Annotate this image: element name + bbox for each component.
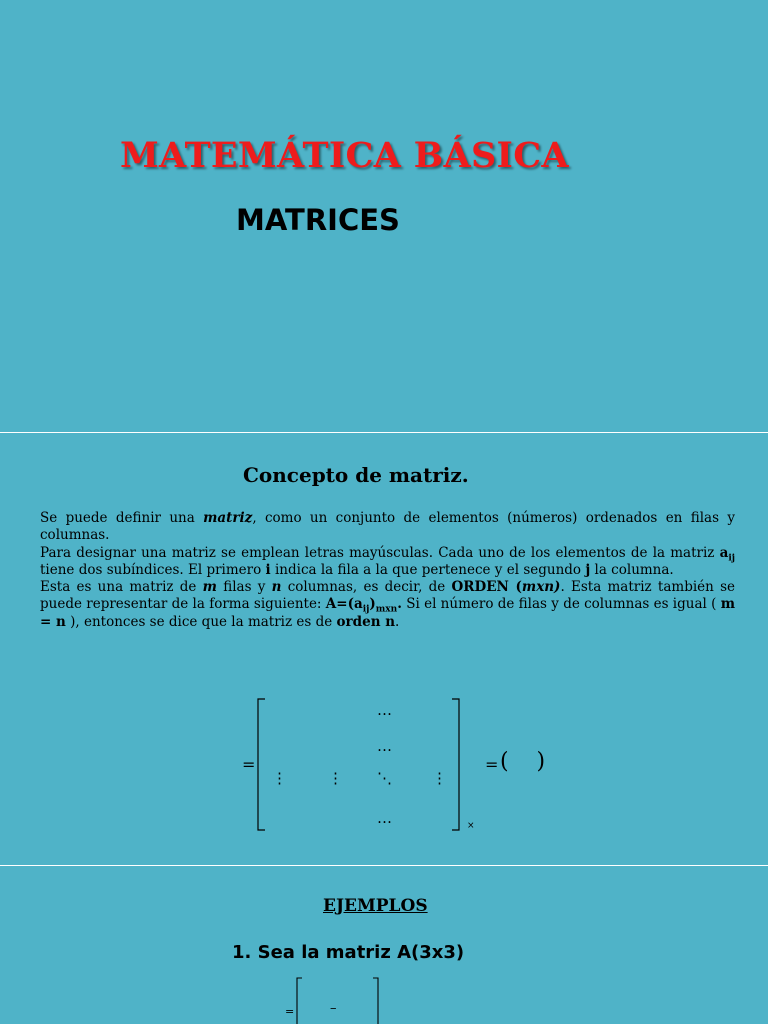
concept-heading: Concepto de matriz. <box>243 463 469 487</box>
paragraph-1: Se puede definir una matriz, como un conjunto de elementos (números) ordenados en filas y columnas. <box>40 510 735 544</box>
example-equals: = <box>285 1005 295 1018</box>
example-dash: – <box>330 1001 337 1016</box>
slide-title: MATEMÁTICA BÁSICA <box>120 135 569 176</box>
matrix-brackets <box>0 433 768 865</box>
examples-heading: EJEMPLOS <box>323 896 428 916</box>
example-1: 1. Sea la matriz A(3x3) <box>232 942 465 963</box>
title-slide <box>0 0 768 432</box>
example-right-bracket <box>373 978 378 1024</box>
hdots-row2: … <box>377 737 392 755</box>
paragraph-2: Para designar una matriz se emplean letras mayúsculas. Cada uno de los elementos de la matriz $a_{ij}$ tiene dos subíndices. El primero i indica la fila a la que pertenece y el segundo j la columna. <box>40 544 735 578</box>
example-left-bracket <box>297 978 302 1024</box>
equals-right: = <box>485 755 499 774</box>
ddots-diagonal: ⋱ <box>377 769 392 787</box>
concept-slide <box>0 433 768 865</box>
matrix-order-subscript: × <box>467 821 475 831</box>
hdots-row4: … <box>377 809 392 827</box>
vdots-col2: ⋮ <box>328 769 343 787</box>
examples-slide <box>0 866 768 1024</box>
paren-notation: ( ) <box>500 749 546 774</box>
vdots-col1: ⋮ <box>272 769 287 787</box>
hdots-row1: … <box>377 701 392 719</box>
left-bracket <box>258 699 265 830</box>
vdots-col4: ⋮ <box>432 769 447 787</box>
equals-left: = <box>242 755 256 774</box>
example-matrix-brackets <box>0 866 768 1024</box>
slide-subtitle: MATRICES <box>236 203 400 237</box>
right-bracket <box>452 699 459 830</box>
paragraph-3: Esta es una matriz de m filas y n columnas, es decir, de ORDEN (mxn). Esta matriz también se puede representar de la forma siguiente: $A=(a_{ij})_{mxn}$. Si el número de filas y de columnas es igual ( m = n ), entonces se dice que la matriz es de orden n. <box>40 579 735 630</box>
